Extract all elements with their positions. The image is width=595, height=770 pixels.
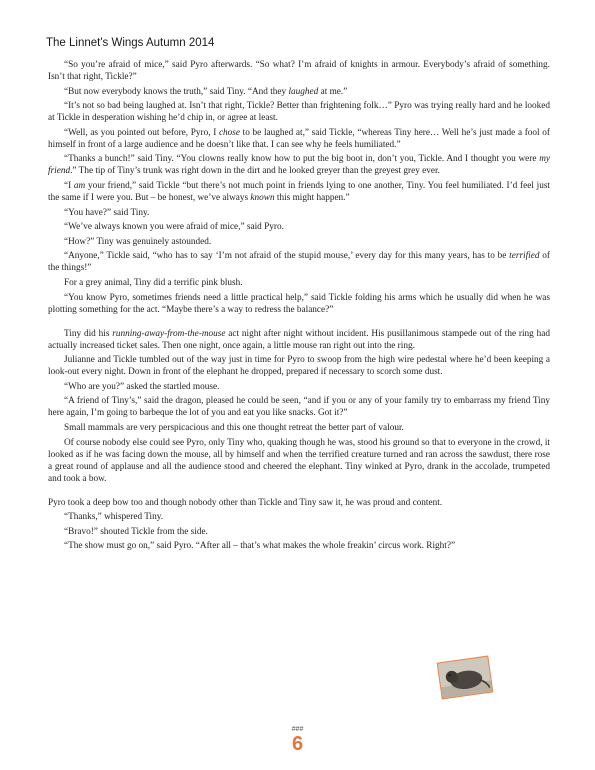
paragraph: “We’ve always known you were afraid of mice,” said Pyro.	[64, 222, 284, 233]
illustration-photo	[437, 656, 494, 700]
paragraph: “I am your friend,” said Tickle “but there’s not much point in friends lying to one another, Tiny. You feel humiliated. I’d feel just the same if I were you. But – be honest, we’ve always known this might happen.”	[48, 180, 550, 203]
paragraph: For a grey animal, Tiny did a terrific pink blush.	[64, 277, 243, 288]
paragraph: “Thanks a bunch!” said Tiny. “You clowns really know how to put the big boot in, don’t you, Tickle. And I thought you were my friend.” The tip of Tiny’s trunk was right down in the dirt and he looked greyer than the greyest grey ever.	[48, 154, 550, 177]
story-body	[48, 59, 550, 555]
paragraph: Tiny did his running-away-from-the-mouse act night after night without incident. His pusillanimous stampede out of the ring had actually increased ticket sales. Then one night, once again, a little mouse ran right out into the ring.	[48, 328, 550, 351]
paragraph: “But now everybody knows the truth,” said Tiny. “And they laughed at me.”	[64, 86, 348, 97]
paragraph: “Bravo!” shouted Tickle from the side.	[64, 526, 208, 537]
paragraph: “You know Pyro, sometimes friends need a little practical help,” said Tickle folding his arms which he usually did when he was plotting something for the act. “Maybe there’s a way to redress the balance?”	[48, 292, 550, 315]
paragraph: Pyro took a deep bow too and though nobody other than Tickle and Tiny saw it, he was proud and content.	[48, 497, 443, 508]
paragraph: Of course nobody else could see Pyro, only Tiny who, quaking though he was, stood his ground so that to everyone in the crowd, it looked as if he was facing down the mouse, all by himself and when the terrified creature turned and ran across the sawdust, there rose a great round of applause and all the audience stood and cheered the elephant. Tiny winked at Pyro, drank in the accolade, trumpeted and took a bow.	[48, 437, 550, 484]
paragraph: “How?” Tiny was genuinely astounded.	[64, 236, 212, 247]
paragraph: “So you’re afraid of mice,” said Pyro afterwards. “So what? I’m afraid of knights in armour. Everybody’s afraid of something. Isn’t that right, Tickle?”	[48, 60, 550, 82]
paragraph: “Well, as you pointed out before, Pyro, I chose to be laughed at,” said Tickle, “whereas Tiny here… Well he’s just made a fool of himself in front of a large audience and he doesn’t like that. I can see why he feels humiliated.”	[48, 127, 550, 150]
paragraph: “A friend of Tiny’s,” said the dragon, pleased he could be seen, “and if you or any of your family try to embarrass my friend Tiny here again, I’m going to barbeque the lot of you and eat you like snacks. Got it?”	[48, 396, 550, 419]
magazine-header: The Linnet's Wings Autumn 2014	[46, 37, 215, 49]
page-number: 6	[291, 733, 304, 755]
section-end-mark: ###	[291, 726, 304, 733]
paragraph: “Thanks,” whispered Tiny.	[64, 512, 164, 523]
paragraph: Small mammals are very perspicacious and this one thought retreat the better part of valour.	[64, 422, 404, 433]
paragraph: “The show must go on,” said Pyro. “After all – that’s what makes the whole freakin’ circus work. Right?”	[64, 541, 456, 552]
paragraph: “Who are you?” asked the startled mouse.	[64, 381, 220, 392]
paragraph: “You have?” said Tiny.	[64, 207, 150, 218]
paragraph: Julianne and Tickle tumbled out of the way just in time for Pyro to swoop from the high wire pedestal where he’d been keeping a look-out every night. Down in front of the elephant he dropped, prepared if necessary to scorch some dust.	[48, 355, 550, 378]
paragraph: “Anyone,” Tickle said, “who has to say ‘I’m not afraid of the stupid mouse,’ every day for this many years, has to be terrified of the things!”	[48, 251, 550, 274]
paragraph: “It’s not so bad being laughed at. Isn’t that right, Tickle? Better than frightening folk…” Pyro was trying really hard and he looked at Tickle in desperation wishing he’d chip in, or agree at least.	[48, 101, 550, 124]
